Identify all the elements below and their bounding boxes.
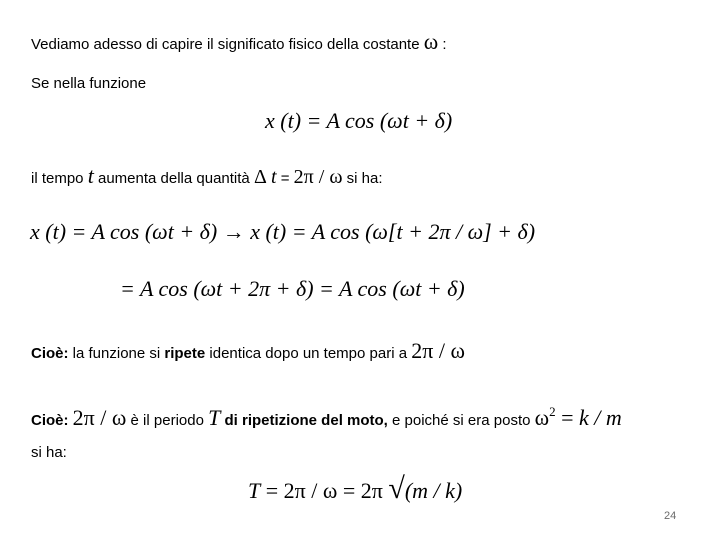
delta-symbol: Δ xyxy=(253,166,267,188)
k-over-m: k / m xyxy=(579,405,622,430)
equation-xt xyxy=(265,108,452,134)
time-pre: il tempo xyxy=(31,170,88,187)
ripete-word: ripete xyxy=(164,345,206,362)
simplified-equation: = A cos (ωt + 2π + δ) = A cos (ωt + δ) xyxy=(120,276,465,301)
page-number: 24 xyxy=(664,510,677,522)
time-variable: t xyxy=(87,163,94,188)
sub-rhs: = A cos (ωt + δ) xyxy=(71,219,218,244)
time-increment-line xyxy=(31,163,383,189)
period-expression-3: 2π / ω xyxy=(72,405,127,430)
time-mid: aumenta della quantità xyxy=(93,170,254,187)
arrow-icon: → xyxy=(222,219,245,244)
function-intro: Se nella funzione xyxy=(31,75,147,92)
omega-symbol-2: ω xyxy=(534,405,550,430)
sub-lhs: x (t) xyxy=(30,219,67,244)
repeat-text-2: identica dopo un tempo pari a xyxy=(205,345,412,362)
cioe-label-2: Cioè: xyxy=(31,412,69,429)
formula-middle: = 2π / ω = 2π xyxy=(260,478,389,503)
intro-colon: : xyxy=(438,36,447,53)
period-formula xyxy=(248,472,462,506)
delta-t: t xyxy=(271,166,277,188)
equals-2: = xyxy=(555,405,580,430)
omega-exponent: 2 xyxy=(549,404,556,419)
repetition-text: di ripetizione del moto, xyxy=(220,412,388,429)
period-symbol: T xyxy=(208,405,221,430)
omega-symbol: ω xyxy=(423,29,439,54)
equals: = xyxy=(276,170,294,187)
period-expression-2: 2π / ω xyxy=(411,338,465,363)
equation-lhs: x (t) xyxy=(265,108,302,133)
formula-T: T xyxy=(248,478,261,503)
time-post: si ha: xyxy=(342,170,383,187)
intro-line xyxy=(31,29,447,55)
period-text-2: e poiché si era posto xyxy=(387,412,535,429)
sub-rhs-2: = A cos (ω[t + 2π / ω] + δ) xyxy=(291,219,536,244)
cioe-label: Cioè: xyxy=(31,345,69,362)
period-expression: 2π / ω xyxy=(293,166,343,188)
result-intro: si ha: xyxy=(31,444,67,461)
repeat-text-1: la funzione si xyxy=(68,345,165,362)
intro-text: Vediamo adesso di capire il significato fisico della costante xyxy=(31,36,424,53)
period-statement xyxy=(31,404,622,431)
sqrt-argument: (m / k) xyxy=(404,478,463,503)
equation-rhs: = A cos (ωt + δ) xyxy=(306,108,453,133)
substitution-equation xyxy=(30,219,535,245)
period-text-1: è il periodo xyxy=(126,412,209,429)
sub-lhs-2: x (t) xyxy=(250,219,287,244)
repeat-statement xyxy=(31,338,465,364)
sqrt-symbol: √ xyxy=(388,472,405,505)
